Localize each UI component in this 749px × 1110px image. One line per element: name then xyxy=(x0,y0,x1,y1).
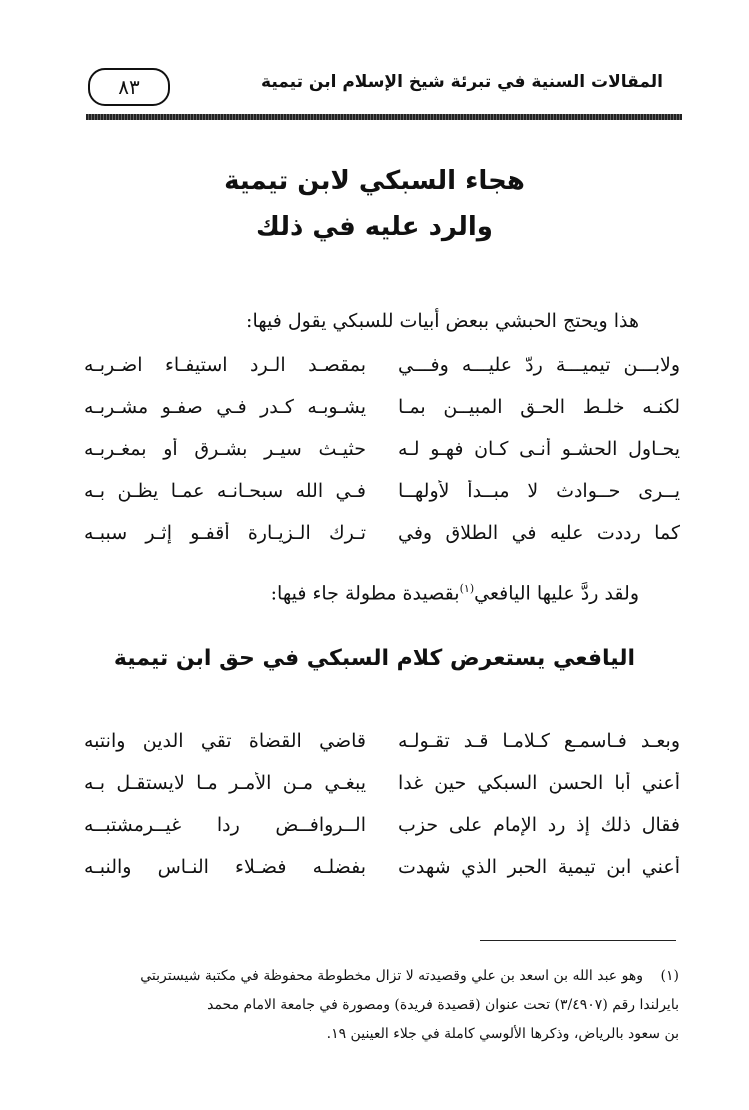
verse-second-hemistich: بمقصـد الـرد استيفـاء اضـربـه xyxy=(84,354,366,376)
verse xyxy=(84,814,680,856)
verse-second-hemistich: قاضي القضاة تقي الدين وانتبه xyxy=(84,730,366,752)
verse xyxy=(84,856,680,898)
verse xyxy=(84,522,680,564)
footnote-reference[interactable]: (١) xyxy=(459,582,475,595)
verse-first-hemistich: فقال ذلك إذ رد الإمام على حزب xyxy=(398,814,680,836)
verse-first-hemistich: أعني ابن تيمية الحبر الذي شهدت xyxy=(398,856,680,878)
section-subtitle: اليافعي يستعرض كلام السبكي في حق ابن تيمية xyxy=(113,646,636,671)
verse-second-hemistich: يبغـي مـن الأمـر مـا لايستقـل بـه xyxy=(84,772,366,794)
page-number: ٨٣ xyxy=(88,68,170,106)
chapter-title-line2: والرد عليه في ذلك xyxy=(256,212,493,242)
verse-first-hemistich: أعني أبا الحسن السبكي حين غدا xyxy=(398,772,680,794)
verse xyxy=(84,354,680,396)
response-paragraph xyxy=(271,582,639,604)
verse-first-hemistich: يــرى حــوادث لا مبــدأ لأولهــا xyxy=(398,480,680,502)
footnote-line xyxy=(67,962,679,991)
verse-second-hemistich: فـي الله سبحـانـه عمـا يظـن بـه xyxy=(84,480,366,502)
chapter-title-line1: هجاء السبكي لابن تيمية xyxy=(224,166,525,196)
verse xyxy=(84,438,680,480)
header-rule xyxy=(86,114,682,120)
verse-second-hemistich: يشـوبـه كـدر فـي صفـو مشـربـه xyxy=(84,396,366,418)
verse-first-hemistich: يحـاول الحشـو أنـى كـان فهـو لـه xyxy=(398,438,680,460)
verse-second-hemistich: بفضلـه فضـلاء النـاس والنبـه xyxy=(84,856,366,878)
footnote-line: بن سعود بالرياض، وذكرها الألوسي كاملة في جلاء العينين ١٩. xyxy=(326,1026,679,1042)
footnote-separator xyxy=(480,940,676,941)
running-title: المقالات السنية في تبرئة شيخ الإسلام ابن تيمية xyxy=(261,72,663,92)
verse-second-hemistich: تـرك الـزيـارة أقفـو إثـر سببـه xyxy=(84,522,366,544)
verse xyxy=(84,772,680,814)
footnote-line: بايرلندا رقم (٣/٤٩٠٧) تحت عنوان (قصيدة فريدة) ومصورة في جامعة الامام محمد xyxy=(207,997,679,1013)
verse-first-hemistich: لكنـه خلـط الحـق المبيــن بمـا xyxy=(398,396,680,418)
verse-second-hemistich: الــروافــض ردا غيــرمشتبــه xyxy=(84,814,366,836)
verse-first-hemistich: ولابـــن تيميـــة ردّ عليـــه وفـــي xyxy=(398,354,680,376)
poem-yafii xyxy=(84,730,680,898)
verse xyxy=(84,480,680,522)
verse-second-hemistich: حثيـث سيـر بشـرق أو بمغـربـه xyxy=(84,438,366,460)
verse xyxy=(84,730,680,772)
footnote xyxy=(67,962,679,1049)
verse-first-hemistich: كما رددت عليه في الطلاق وفي xyxy=(398,522,680,544)
poem-subki xyxy=(84,354,680,564)
intro-paragraph: هذا ويحتج الحبشي ببعض أبيات للسبكي يقول فيها: xyxy=(246,310,639,332)
response-text-after: بقصيدة مطولة جاء فيها: xyxy=(270,582,460,605)
footnote-text: وهو عبد الله بن اسعد بن علي وقصيدته لا تزال مخطوطة محفوظة في مكتبة شيستربتي xyxy=(140,968,643,984)
response-text-before: ولقد ردَّ عليها اليافعي xyxy=(474,582,639,605)
verse-first-hemistich: وبعـد فـاسمـع كـلامـا قـد تقـولـه xyxy=(398,730,680,752)
footnote-marker: (١) xyxy=(660,968,679,984)
verse xyxy=(84,396,680,438)
